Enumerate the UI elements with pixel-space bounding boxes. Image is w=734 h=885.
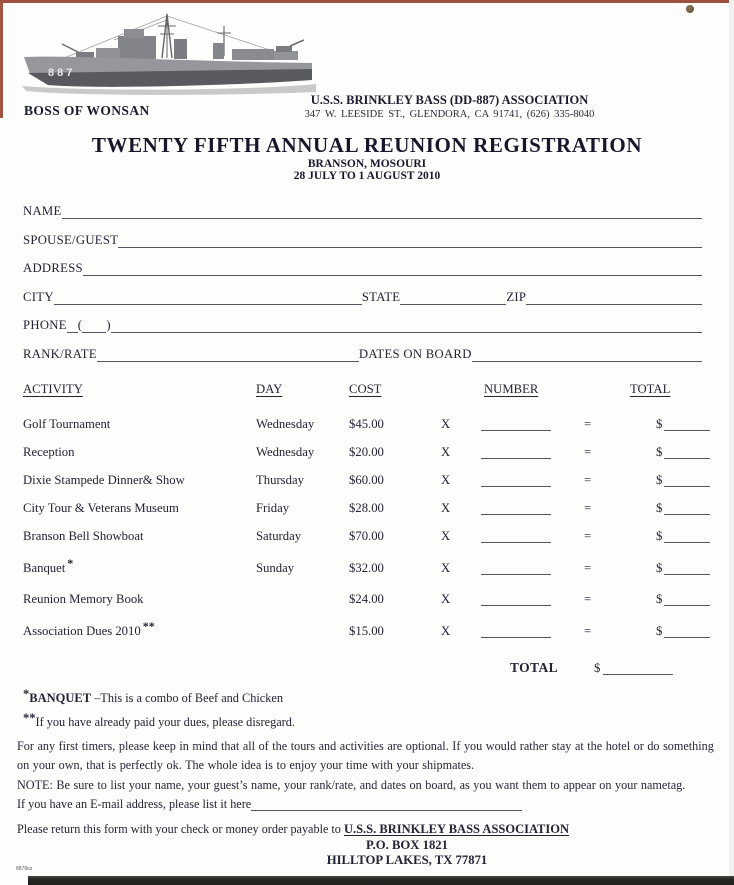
spouse-field-line[interactable] <box>118 246 702 248</box>
total-column-header: TOTAL <box>630 382 671 396</box>
multiply-sign: X <box>441 445 451 460</box>
number-field-line[interactable] <box>481 573 551 575</box>
dollar-sign: $ <box>656 417 663 432</box>
activity-day: Saturday <box>256 529 302 544</box>
number-field-line[interactable] <box>481 485 551 487</box>
number-column-header: NUMBER <box>484 382 539 396</box>
payee-name: U.S.S. BRINKLEY BASS ASSOCIATION <box>343 822 570 836</box>
activity-day: Friday <box>256 501 290 516</box>
number-field-line[interactable] <box>481 636 551 638</box>
total-field-line[interactable] <box>664 457 710 459</box>
activity-column-header: ACTIVITY <box>23 382 83 396</box>
activity-row-dues <box>23 621 710 638</box>
activity-name: Association Dues 2010 <box>23 624 141 639</box>
activity-day: Sunday <box>256 561 295 576</box>
total-field-line[interactable] <box>664 485 710 487</box>
equals-sign: = <box>584 445 592 460</box>
dates-on-board-label: DATES ON BOARD <box>358 347 472 362</box>
equals-column-spacer <box>555 382 607 397</box>
activity-day: Thursday <box>256 473 304 488</box>
banquet-footnote-text: –This is a combo of Beef and Chicken <box>94 691 284 705</box>
phone-label: PHONE <box>23 318 67 333</box>
multiply-sign: X <box>441 501 451 516</box>
dollar-sign: $ <box>656 501 663 516</box>
email-field-line[interactable] <box>251 809 522 811</box>
activity-row-golf <box>23 414 710 431</box>
x-column-spacer <box>438 382 470 397</box>
activity-row-showboat <box>23 526 710 543</box>
name-field-line[interactable] <box>62 217 702 219</box>
phone-field-line[interactable] <box>111 331 702 333</box>
form-code: 8878ez <box>16 866 33 872</box>
multiply-sign: X <box>441 473 451 488</box>
activity-cost: $28.00 <box>349 501 384 516</box>
address-label: ADDRESS <box>23 261 83 276</box>
dollar-sign: $ <box>594 660 601 675</box>
rank-dates-row <box>23 345 702 362</box>
rank-field-line[interactable] <box>97 360 359 362</box>
email-row <box>17 798 522 811</box>
activity-cost: $32.00 <box>349 561 384 576</box>
activity-row-city-tour <box>23 498 710 515</box>
multiply-sign: X <box>441 417 451 432</box>
name-label: NAME <box>23 204 62 219</box>
dollar-sign: $ <box>656 624 663 639</box>
zip-label: ZIP <box>506 290 527 305</box>
grand-total-line[interactable] <box>603 673 673 675</box>
ship-image <box>18 6 320 104</box>
dollar-sign: $ <box>656 592 663 607</box>
total-field-line[interactable] <box>664 636 710 638</box>
activity-day: Wednesday <box>256 417 315 432</box>
name-row <box>23 202 702 219</box>
activity-cost: $15.00 <box>349 624 384 639</box>
scan-edge-top <box>0 0 734 3</box>
po-box-line: P.O. BOX 1821 <box>365 838 448 852</box>
ship-caption: BOSS OF WONSAN <box>24 103 150 118</box>
area-code-line[interactable] <box>82 331 106 333</box>
dollar-sign: $ <box>656 445 663 460</box>
city-state-line: HILLTOP LAKES, TX 77871 <box>326 853 488 867</box>
association-name: U.S.S. BRINKLEY BASS (DD-887) ASSOCIATION <box>310 93 589 107</box>
activity-cost: $45.00 <box>349 417 384 432</box>
activity-day: Wednesday <box>256 445 315 460</box>
activity-name: City Tour & Veterans Museum <box>23 501 179 516</box>
activity-row-banquet <box>23 558 710 575</box>
activity-row-reception <box>23 442 710 459</box>
multiply-sign: X <box>441 529 451 544</box>
day-column-header: DAY <box>256 382 283 396</box>
dollar-sign: $ <box>656 529 663 544</box>
asterisk-marker: * <box>23 687 30 701</box>
activity-name: Dixie Stampede Dinner& Show <box>23 473 185 488</box>
scan-edge-left <box>0 0 3 118</box>
spouse-label: SPOUSE/GUEST <box>23 233 119 248</box>
city-label: CITY <box>23 290 54 305</box>
equals-sign: = <box>584 417 592 432</box>
banquet-footnote-label: BANQUET <box>29 691 92 705</box>
number-field-line[interactable] <box>481 541 551 543</box>
city-field-line[interactable] <box>54 303 362 305</box>
equals-sign: = <box>584 561 592 576</box>
grand-total-row <box>510 661 710 675</box>
phone-gap-line[interactable] <box>67 331 78 333</box>
phone-row <box>23 316 702 333</box>
activity-name: Branson Bell Showboat <box>23 529 144 544</box>
destroyer-silhouette <box>18 6 320 104</box>
dates-on-board-line[interactable] <box>472 360 702 362</box>
form-dates: 28 JULY TO 1 AUGUST 2010 <box>293 170 441 182</box>
association-address: 347 W. LEESIDE ST., GLENDORA, CA 91741, (626) 335-8040 <box>304 109 595 120</box>
multiply-sign: X <box>441 592 451 607</box>
total-field-line[interactable] <box>664 541 710 543</box>
number-field-line[interactable] <box>481 457 551 459</box>
nametag-note: NOTE: Be sure to list your name, your guest’s name, your rank/rate, and dates on board, as you want them to appear on your nametag. <box>17 778 686 792</box>
equals-sign: = <box>584 529 592 544</box>
return-instruction <box>17 822 727 837</box>
equals-sign: = <box>584 473 592 488</box>
activity-name: Reunion Memory Book <box>23 592 144 607</box>
activity-cost: $24.00 <box>349 592 384 607</box>
number-field-line[interactable] <box>481 429 551 431</box>
scan-artifact-dot <box>686 5 694 13</box>
zip-field-line[interactable] <box>526 303 702 305</box>
number-field-line[interactable] <box>481 604 551 606</box>
activity-cost: $70.00 <box>349 529 384 544</box>
address-field-line[interactable] <box>83 274 702 276</box>
activity-cost: $60.00 <box>349 473 384 488</box>
equals-sign: = <box>584 624 592 639</box>
equals-sign: = <box>584 501 592 516</box>
svg-text:887: 887 <box>48 67 76 79</box>
dollar-sign: $ <box>656 473 663 488</box>
banquet-footnote <box>23 687 283 706</box>
dollar-sign: $ <box>656 561 663 576</box>
dues-footnote-text: If you have already paid your dues, please disregard. <box>35 715 296 729</box>
cost-column-header: COST <box>349 382 382 396</box>
email-prompt: If you have an E-mail address, please list it here <box>17 797 252 811</box>
spouse-row <box>23 231 702 248</box>
return-instruction-text: Please return this form with your check or money order payable to <box>17 822 344 836</box>
footnote-marker: ** <box>142 619 155 634</box>
state-label: STATE <box>361 290 401 305</box>
activity-cost: $20.00 <box>349 445 384 460</box>
multiply-sign: X <box>441 624 451 639</box>
total-field-line[interactable] <box>664 429 710 431</box>
first-timers-note: For any first timers, please keep in mind that all of the tours and activities are optional. If you would rather stay at the hotel or do something on your own, that is perfectly ok. The whole idea is to enjoy your time with your shipmates. <box>17 739 714 772</box>
scan-edge-bottom <box>28 876 734 885</box>
activity-name: Reception <box>23 445 75 460</box>
number-field-line[interactable] <box>481 513 551 515</box>
double-asterisk-marker: ** <box>23 711 36 725</box>
activity-table-header <box>23 382 710 397</box>
city-state-zip-row <box>23 288 702 305</box>
phone-paren-open: ( <box>77 318 83 333</box>
address-row <box>23 259 702 276</box>
phone-paren-close: ) <box>106 318 111 333</box>
total-field-line[interactable] <box>664 513 710 515</box>
dues-footnote <box>23 711 295 730</box>
form-title: TWENTY FIFTH ANNUAL REUNION REGISTRATION <box>91 133 643 157</box>
rank-label: RANK/RATE <box>23 347 97 362</box>
equals-sign: = <box>584 592 592 607</box>
state-field-line[interactable] <box>400 303 506 305</box>
footnote-marker: * <box>67 556 74 571</box>
total-field-line[interactable] <box>664 604 710 606</box>
activity-name: Banquet <box>23 561 66 576</box>
total-field-line[interactable] <box>664 573 710 575</box>
grand-total-label: TOTAL <box>510 660 559 675</box>
form-location: BRANSON, MOSOURI <box>307 158 427 170</box>
activity-name: Golf Tournament <box>23 417 111 432</box>
activity-row-dixie <box>23 470 710 487</box>
multiply-sign: X <box>441 561 451 576</box>
activity-row-memory-book <box>23 589 710 606</box>
